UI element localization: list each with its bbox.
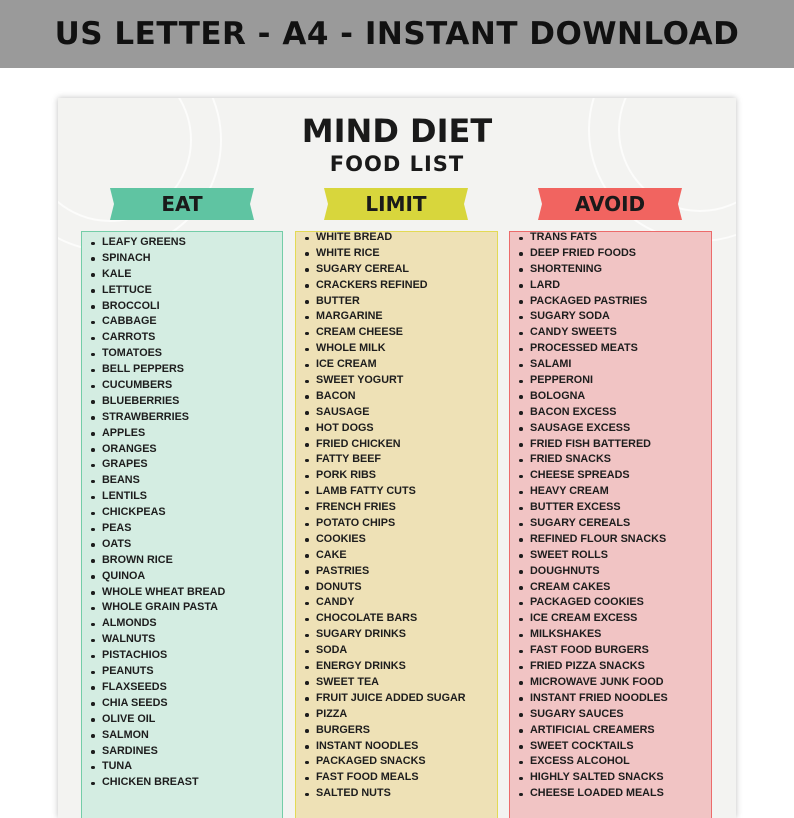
- list-item: SUGARY SAUCES: [518, 707, 668, 723]
- list-item: WALNUTS: [90, 632, 225, 648]
- list-item: BUTTER: [304, 294, 466, 310]
- list-item: ALMONDS: [90, 616, 225, 632]
- food-list-sheet: [58, 98, 736, 818]
- list-item: TOMATOES: [90, 346, 225, 362]
- list-item: CREAM CHEESE: [304, 325, 466, 341]
- list-item: FAST FOOD MEALS: [304, 770, 466, 786]
- list-item: APPLES: [90, 426, 225, 442]
- list-item: MICROWAVE JUNK FOOD: [518, 675, 668, 691]
- list-item: TUNA: [90, 759, 225, 775]
- list-item: WHITE RICE: [304, 246, 466, 262]
- list-item: ORANGES: [90, 442, 225, 458]
- eat-list: [90, 235, 225, 791]
- list-item: SWEET YOGURT: [304, 373, 466, 389]
- list-item: KALE: [90, 267, 225, 283]
- list-item: PISTACHIOS: [90, 648, 225, 664]
- list-item: SWEET COCKTAILS: [518, 739, 668, 755]
- list-item: BEANS: [90, 473, 225, 489]
- list-item: CUCUMBERS: [90, 378, 225, 394]
- eat-column: [81, 231, 283, 818]
- list-item: BROCCOLI: [90, 299, 225, 315]
- list-item: STRAWBERRIES: [90, 410, 225, 426]
- list-item: CHEESE LOADED MEALS: [518, 786, 668, 802]
- list-item: DONUTS: [304, 580, 466, 596]
- list-item: SUGARY CEREALS: [518, 516, 668, 532]
- list-item: PEPPERONI: [518, 373, 668, 389]
- list-item: INSTANT NOODLES: [304, 739, 466, 755]
- list-item: BURGERS: [304, 723, 466, 739]
- list-item: OATS: [90, 537, 225, 553]
- list-item: WHITE BREAD: [304, 230, 466, 246]
- list-item: PACKAGED SNACKS: [304, 754, 466, 770]
- list-item: REFINED FLOUR SNACKS: [518, 532, 668, 548]
- list-item: SWEET TEA: [304, 675, 466, 691]
- list-item: GRAPES: [90, 457, 225, 473]
- list-item: SUGARY SODA: [518, 309, 668, 325]
- list-item: BUTTER EXCESS: [518, 500, 668, 516]
- list-item: CRACKERS REFINED: [304, 278, 466, 294]
- list-item: SUGARY DRINKS: [304, 627, 466, 643]
- list-item: PROCESSED MEATS: [518, 341, 668, 357]
- page-title: MIND DIET: [301, 112, 493, 150]
- list-item: SALTED NUTS: [304, 786, 466, 802]
- list-item: MILKSHAKES: [518, 627, 668, 643]
- limit-list: [304, 230, 466, 802]
- list-item: DOUGHNUTS: [518, 564, 668, 580]
- list-item: FRENCH FRIES: [304, 500, 466, 516]
- list-item: BOLOGNA: [518, 389, 668, 405]
- banner-text: US LETTER - A4 - INSTANT DOWNLOAD: [54, 16, 740, 52]
- list-item: WHOLE WHEAT BREAD: [90, 585, 225, 601]
- list-item: CHOCOLATE BARS: [304, 611, 466, 627]
- list-item: INSTANT FRIED NOODLES: [518, 691, 668, 707]
- list-item: ICE CREAM: [304, 357, 466, 373]
- list-item: MARGARINE: [304, 309, 466, 325]
- list-item: FRUIT JUICE ADDED SUGAR: [304, 691, 466, 707]
- page-subtitle: FOOD LIST: [329, 152, 465, 176]
- list-item: CREAM CAKES: [518, 580, 668, 596]
- list-item: BLUEBERRIES: [90, 394, 225, 410]
- list-item: SODA: [304, 643, 466, 659]
- list-item: CABBAGE: [90, 314, 225, 330]
- list-item: CANDY: [304, 595, 466, 611]
- list-item: LETTUCE: [90, 283, 225, 299]
- list-item: SALMON: [90, 728, 225, 744]
- list-item: LAMB FATTY CUTS: [304, 484, 466, 500]
- list-item: WHOLE GRAIN PASTA: [90, 600, 225, 616]
- list-item: FLAXSEEDS: [90, 680, 225, 696]
- list-item: CHIA SEEDS: [90, 696, 225, 712]
- list-item: SWEET ROLLS: [518, 548, 668, 564]
- list-item: SAUSAGE EXCESS: [518, 421, 668, 437]
- list-item: FRIED FISH BATTERED: [518, 437, 668, 453]
- list-item: FRIED SNACKS: [518, 452, 668, 468]
- list-item: COOKIES: [304, 532, 466, 548]
- list-item: SALAMI: [518, 357, 668, 373]
- list-item: EXCESS ALCOHOL: [518, 754, 668, 770]
- list-item: HIGHLY SALTED SNACKS: [518, 770, 668, 786]
- list-item: OLIVE OIL: [90, 712, 225, 728]
- limit-header-tag: LIMIT: [334, 188, 458, 220]
- list-item: BACON: [304, 389, 466, 405]
- avoid-header-tag: AVOID: [548, 188, 672, 220]
- list-item: LARD: [518, 278, 668, 294]
- list-item: ICE CREAM EXCESS: [518, 611, 668, 627]
- list-item: HOT DOGS: [304, 421, 466, 437]
- list-item: PACKAGED PASTRIES: [518, 294, 668, 310]
- avoid-column: [509, 231, 712, 818]
- limit-column: [295, 231, 498, 818]
- list-item: CARROTS: [90, 330, 225, 346]
- list-item: CHICKPEAS: [90, 505, 225, 521]
- list-item: SAUSAGE: [304, 405, 466, 421]
- avoid-list: [518, 230, 668, 802]
- list-item: DEEP FRIED FOODS: [518, 246, 668, 262]
- list-item: PASTRIES: [304, 564, 466, 580]
- list-item: PORK RIBS: [304, 468, 466, 484]
- list-item: BACON EXCESS: [518, 405, 668, 421]
- top-banner: [0, 0, 794, 68]
- eat-header-tag: EAT: [120, 188, 244, 220]
- list-item: CANDY SWEETS: [518, 325, 668, 341]
- list-item: PIZZA: [304, 707, 466, 723]
- list-item: ARTIFICIAL CREAMERS: [518, 723, 668, 739]
- list-item: SHORTENING: [518, 262, 668, 278]
- list-item: CAKE: [304, 548, 466, 564]
- list-item: FAST FOOD BURGERS: [518, 643, 668, 659]
- list-item: SARDINES: [90, 744, 225, 760]
- list-item: SUGARY CEREAL: [304, 262, 466, 278]
- list-item: POTATO CHIPS: [304, 516, 466, 532]
- list-item: HEAVY CREAM: [518, 484, 668, 500]
- list-item: FRIED PIZZA SNACKS: [518, 659, 668, 675]
- list-item: LEAFY GREENS: [90, 235, 225, 251]
- list-item: LENTILS: [90, 489, 225, 505]
- list-item: BELL PEPPERS: [90, 362, 225, 378]
- list-item: PEANUTS: [90, 664, 225, 680]
- list-item: ENERGY DRINKS: [304, 659, 466, 675]
- list-item: CHEESE SPREADS: [518, 468, 668, 484]
- list-item: CHICKEN BREAST: [90, 775, 225, 791]
- list-item: WHOLE MILK: [304, 341, 466, 357]
- list-item: TRANS FATS: [518, 230, 668, 246]
- list-item: SPINACH: [90, 251, 225, 267]
- list-item: FRIED CHICKEN: [304, 437, 466, 453]
- list-item: PEAS: [90, 521, 225, 537]
- list-item: PACKAGED COOKIES: [518, 595, 668, 611]
- list-item: QUINOA: [90, 569, 225, 585]
- list-item: BROWN RICE: [90, 553, 225, 569]
- list-item: FATTY BEEF: [304, 452, 466, 468]
